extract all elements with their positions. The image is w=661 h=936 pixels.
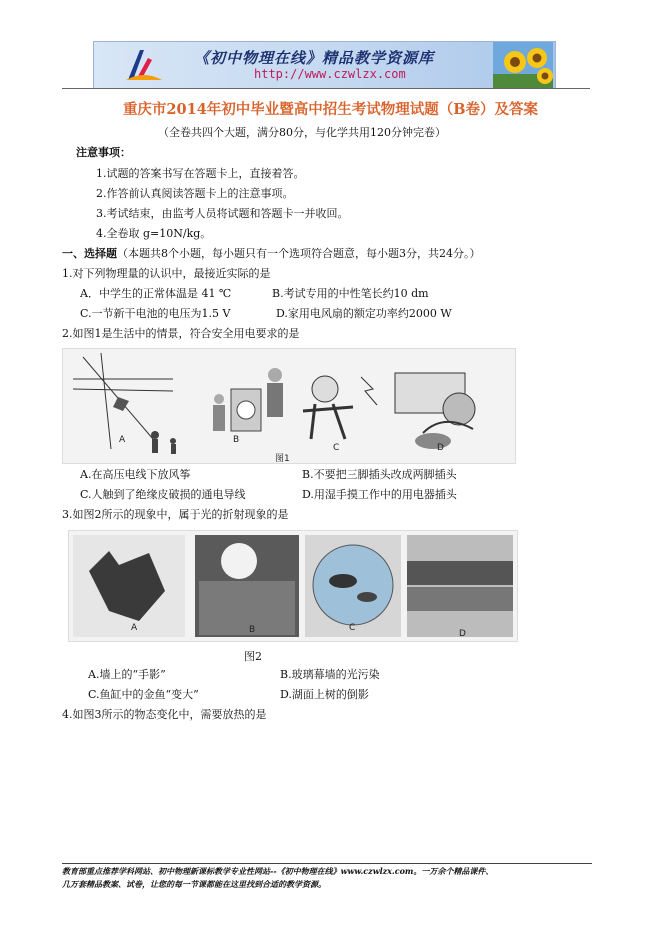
question-stem: 3.如图2所示的现象中，属于光的折射现象的是 — [62, 508, 289, 521]
figure-label: A — [119, 435, 126, 445]
option-c: C.鱼缸中的金鱼“变大” — [88, 688, 199, 701]
figure-1 — [62, 348, 516, 464]
figure-label: A — [131, 623, 138, 633]
notes-heading: 注意事项： — [76, 146, 131, 159]
option-d: D.用湿手摸工作中的用电器插头 — [302, 488, 457, 501]
figure-caption: 图1 — [275, 454, 290, 464]
sunflower-icon — [493, 42, 553, 88]
option-b: B.考试专用的中性笔长约10 dm — [272, 287, 429, 300]
figure-label: C — [333, 443, 340, 453]
option-b: B.玻璃幕墙的光污染 — [280, 668, 380, 681]
option-a: A.在高压电线下放风筝 — [80, 468, 191, 481]
option-c: C.人触到了绝缘皮破损的通电导线 — [80, 488, 246, 501]
option-c: C.一节新干电池的电压为1.5 V — [80, 307, 231, 320]
footer-line: 教育部重点推荐学科网站、初中物理新课标教学专业性网站--《初中物理在线》www.czwlzx.com。一万余个精品课件、 — [62, 866, 494, 876]
figure-label: D — [459, 629, 466, 639]
page-title: 重庆市2014年初中毕业暨高中招生考试物理试题（B卷）及答案 — [122, 101, 539, 118]
option-a: A．中学生的正常体温是 41 ℃ — [80, 287, 232, 300]
header-banner — [93, 41, 556, 89]
section-heading — [62, 247, 481, 261]
option-a: A.墙上的“手影” — [88, 668, 166, 681]
option-d: D.家用电风扇的额定功率约2000 W — [276, 307, 452, 320]
site-logo-icon — [124, 48, 164, 84]
note-item: 4.全卷取 g=10N/kg。 — [96, 227, 212, 240]
note-item: 2.作答前认真阅读答题卡上的注意事项。 — [96, 187, 294, 200]
figure-1-illustration — [63, 349, 515, 463]
figure-label: C — [349, 623, 356, 633]
header-rule — [62, 88, 590, 89]
figure-label: B — [233, 435, 240, 445]
note-item: 1.试题的答案书写在答题卡上，直接着答。 — [96, 167, 305, 180]
footer-line: 几万套精品教案、试卷，让您的每一节课都能在这里找到合适的教学资源。 — [62, 879, 326, 889]
question-stem: 1.对下列物理量的认识中，最接近实际的是 — [62, 267, 271, 280]
figure-label: D — [437, 443, 444, 453]
question-stem: 4.如图3所示的物态变化中，需要放热的是 — [62, 708, 267, 721]
footer-rule — [62, 863, 592, 864]
exam-subtitle: （全卷共四个大题，满分80分，与化学共用120分钟完卷） — [158, 126, 446, 139]
question-stem: 2.如图1是生活中的情景，符合安全用电要求的是 — [62, 327, 300, 340]
option-b: B.不要把三脚插头改成两脚插头 — [302, 468, 457, 481]
option-d: D.湖面上树的倒影 — [280, 688, 369, 701]
figure-2 — [68, 530, 518, 642]
figure-label: B — [249, 625, 256, 635]
figure-caption: 图2 — [244, 650, 262, 663]
banner-title: 《初中物理在线》精品教学资源库 — [194, 49, 435, 67]
section-title: 一、选择题 — [62, 247, 117, 260]
note-item: 3.考试结束，由监考人员将试题和答题卡一并收回。 — [96, 207, 349, 220]
banner-url[interactable]: http://www.czwlzx.com — [254, 67, 406, 81]
section-desc: （本题共8个小题，每小题只有一个选项符合题意，每小题3分，共24分。） — [117, 247, 481, 260]
